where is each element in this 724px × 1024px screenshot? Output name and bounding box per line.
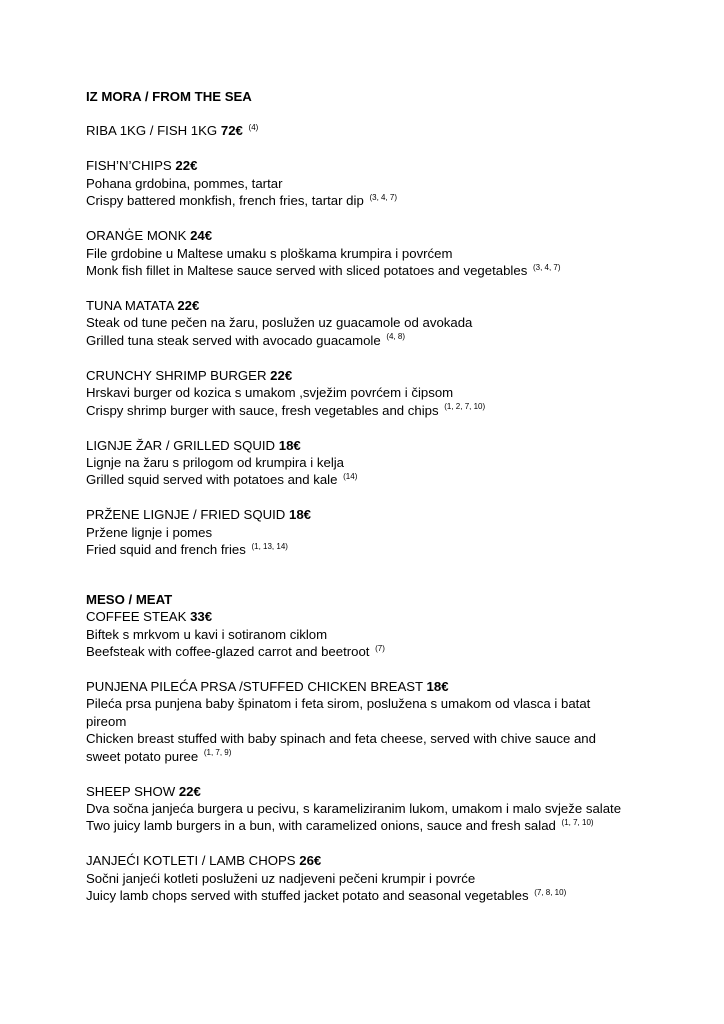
item-description-hr: Lignje na žaru s prilogom od krumpira i kelja bbox=[86, 455, 345, 471]
item-price: 22€ bbox=[178, 783, 201, 799]
item-heading bbox=[86, 608, 706, 625]
item-description-hr: File grdobine u Maltese umaku s ploškama krumpira i povrćem bbox=[86, 245, 453, 261]
menu-item-crunchy-shrimp-burger bbox=[86, 367, 706, 419]
allergen-codes: (1, 7, 10) bbox=[561, 817, 594, 827]
menu-item-stuffed-chicken-breast bbox=[86, 678, 706, 765]
item-description-en bbox=[86, 817, 706, 834]
item-heading bbox=[86, 852, 706, 869]
allergen-codes: (7) bbox=[375, 643, 385, 653]
item-description-hr: Biftek s mrkvom u kavi i sotiranom ciklom bbox=[86, 626, 328, 642]
item-name: COFFEE STEAK bbox=[86, 609, 187, 625]
item-price: 22€ bbox=[175, 158, 198, 174]
allergen-codes: (14) bbox=[343, 472, 358, 482]
menu-item-sheep-show bbox=[86, 783, 706, 835]
menu-item-orange-monk bbox=[86, 227, 706, 279]
allergen-codes: (4) bbox=[248, 123, 259, 133]
item-heading bbox=[86, 122, 706, 139]
menu-item-grilled-squid bbox=[86, 437, 706, 489]
item-name: CRUNCHY SHRIMP BURGER bbox=[86, 367, 267, 383]
item-description-en-text: Crispy battered monkfish, french fries, tartar dip bbox=[86, 193, 364, 209]
item-price: 24€ bbox=[190, 228, 213, 244]
item-name: JANJEĆI KOTLETI / LAMB CHOPS bbox=[86, 853, 296, 869]
item-description-hr: Steak od tune pečen na žaru, poslužen uz guacamole od avokada bbox=[86, 315, 473, 331]
item-heading bbox=[86, 157, 706, 174]
item-price: 18€ bbox=[288, 507, 311, 523]
menu-item-fish-n-chips bbox=[86, 157, 706, 209]
item-description-en-text: Monk fish fillet in Maltese sauce served with sliced potatoes and vegetables bbox=[86, 263, 528, 279]
menu-item-fish-1kg bbox=[86, 122, 706, 139]
item-price: 22€ bbox=[270, 367, 293, 383]
item-description-en bbox=[86, 541, 706, 558]
item-description-en-text: Chicken breast stuffed with baby spinach and feta cheese, served with chive sauce and sweet potato puree bbox=[86, 731, 596, 764]
item-description-hr: Pohana grdobina, pommes, tartar bbox=[86, 175, 283, 191]
item-description-hr: Pržene lignje i pomes bbox=[86, 524, 213, 540]
item-name: LIGNJE ŽAR / GRILLED SQUID bbox=[86, 437, 276, 453]
item-name: RIBA 1KG / FISH 1KG bbox=[86, 123, 218, 139]
item-name: PRŽENE LIGNJE / FRIED SQUID bbox=[86, 507, 286, 523]
item-description-en bbox=[86, 192, 706, 209]
item-price: 18€ bbox=[426, 678, 449, 694]
item-price: 18€ bbox=[278, 437, 301, 453]
item-name: TUNA MATATA bbox=[86, 298, 174, 314]
menu-item-lamb-chops bbox=[86, 852, 706, 904]
item-description-en bbox=[86, 643, 706, 660]
item-description-en-text: Crispy shrimp burger with sauce, fresh vegetables and chips bbox=[86, 402, 439, 418]
item-price: 22€ bbox=[177, 298, 200, 314]
item-name: PUNJENA PILEĆA PRSA /STUFFED CHICKEN BREAST bbox=[86, 678, 423, 694]
item-heading bbox=[86, 783, 706, 800]
item-name: ORANĠE MONK bbox=[86, 228, 187, 244]
allergen-codes: (3, 4, 7) bbox=[369, 192, 398, 202]
allergen-codes: (1, 2, 7, 10) bbox=[444, 402, 486, 412]
item-heading bbox=[86, 227, 706, 244]
allergen-codes: (7, 8, 10) bbox=[534, 887, 567, 897]
item-description-en-text: Fried squid and french fries bbox=[86, 542, 246, 558]
item-price: 26€ bbox=[299, 853, 322, 869]
item-price: 72€ bbox=[220, 123, 243, 139]
item-description-en bbox=[86, 402, 706, 419]
section-title-sea: IZ MORA / FROM THE SEA bbox=[86, 89, 252, 104]
item-description-en-text: Juicy lamb chops served with stuffed jacket potato and seasonal vegetables bbox=[86, 888, 529, 904]
item-description-en-text: Grilled squid served with potatoes and kale bbox=[86, 472, 338, 488]
item-description-hr: Dva sočna janjeća burgera u pecivu, s karameliziranim lukom, umakom i malo svježe salate bbox=[86, 800, 622, 816]
item-description-hr: Sočni janjeći kotleti posluženi uz nadjeveni pečeni krumpir i povrće bbox=[86, 870, 476, 886]
menu-item-fried-squid bbox=[86, 506, 706, 558]
item-description-en-text: Grilled tuna steak served with avocado guacamole bbox=[86, 332, 381, 348]
allergen-codes: (3, 4, 7) bbox=[532, 262, 561, 272]
menu-page bbox=[86, 88, 706, 922]
item-description-en bbox=[86, 332, 706, 349]
item-description-en-text: Two juicy lamb burgers in a bun, with caramelized onions, sauce and fresh salad bbox=[86, 818, 556, 834]
item-description-en-text: Beefsteak with coffee-glazed carrot and beetroot bbox=[86, 643, 370, 659]
menu-item-coffee-steak bbox=[86, 608, 706, 660]
allergen-codes: (1, 13, 14) bbox=[251, 541, 288, 551]
item-description-hr: Pileća prsa punjena baby špinatom i feta sirom, poslužena s umakom od vlasca i batat pireom bbox=[86, 696, 591, 729]
item-description-en bbox=[86, 471, 706, 488]
section-title-meat: MESO / MEAT bbox=[86, 591, 173, 607]
item-heading bbox=[86, 367, 706, 384]
item-description-en bbox=[86, 887, 706, 904]
item-name: SHEEP SHOW bbox=[86, 783, 176, 799]
item-description-en bbox=[86, 730, 611, 765]
allergen-codes: (4, 8) bbox=[386, 332, 406, 342]
item-description-hr: Hrskavi burger od kozica s umakom ,svježim povrćem i čipsom bbox=[86, 385, 454, 401]
item-heading bbox=[86, 297, 706, 314]
item-heading bbox=[86, 678, 706, 695]
item-description-en bbox=[86, 262, 706, 279]
item-price: 33€ bbox=[190, 609, 213, 625]
item-heading bbox=[86, 437, 706, 454]
item-name: FISH’N’CHIPS bbox=[86, 158, 172, 174]
item-heading bbox=[86, 506, 706, 523]
menu-item-tuna-matata bbox=[86, 297, 706, 349]
allergen-codes: (1, 7, 9) bbox=[203, 748, 232, 758]
